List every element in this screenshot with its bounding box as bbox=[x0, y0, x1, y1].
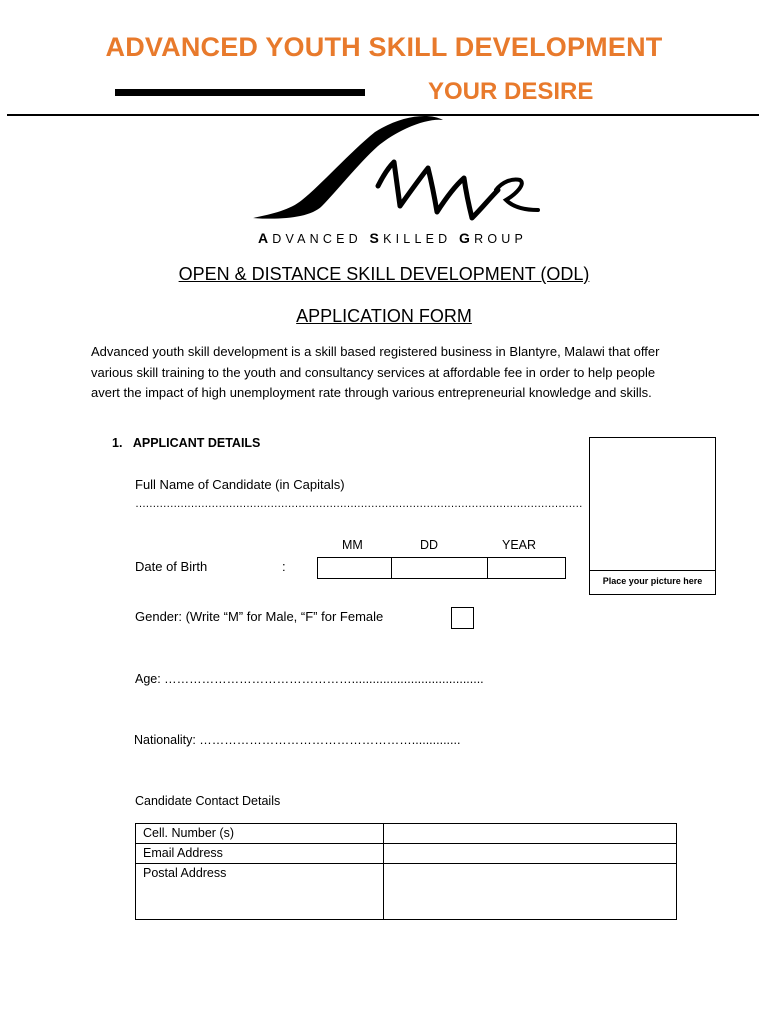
postal-address-label: Postal Address bbox=[136, 864, 384, 920]
dob-dd-field[interactable] bbox=[392, 558, 488, 578]
nationality-field[interactable]: Nationality: …………………………………………….............. bbox=[134, 733, 461, 747]
gender-label: Gender: (Write “M” for Male, “F” for Female bbox=[135, 609, 384, 624]
fullname-label: Full Name of Candidate (in Capitals) bbox=[135, 477, 345, 492]
dob-year-label: YEAR bbox=[502, 538, 537, 552]
dob-mm-label: MM bbox=[342, 538, 363, 552]
odl-heading: OPEN & DISTANCE SKILL DEVELOPMENT (ODL) bbox=[178, 264, 590, 284]
photo-caption: Place your picture here bbox=[602, 576, 703, 586]
dob-colon: : bbox=[282, 559, 286, 574]
table-row bbox=[136, 824, 677, 844]
form-heading: APPLICATION FORM bbox=[296, 306, 472, 326]
cell-number-field[interactable] bbox=[384, 824, 677, 844]
table-row bbox=[136, 864, 677, 920]
photo-area[interactable] bbox=[590, 438, 715, 571]
table-row bbox=[136, 844, 677, 864]
contact-details-title: Candidate Contact Details bbox=[135, 794, 281, 808]
age-field[interactable]: Age: ………………………………………...................................... bbox=[135, 672, 484, 686]
cell-number-label: Cell. Number (s) bbox=[136, 824, 384, 844]
postal-address-field[interactable] bbox=[384, 864, 677, 920]
email-field[interactable] bbox=[384, 844, 677, 864]
brand-logo bbox=[250, 114, 540, 226]
intro-paragraph: Advanced youth skill development is a skill based registered business in Blantyre, Malawi that offer various skill training to the youth and consultancy services at affordable fee in order to help people avert the impact of high unemployment rate through various entrepreneurial knowledge and skills. bbox=[91, 344, 660, 400]
contact-details-table bbox=[135, 823, 677, 920]
tagline: YOUR DESIRE bbox=[428, 78, 594, 105]
dob-year-field[interactable] bbox=[488, 558, 565, 578]
dob-dd-label: DD bbox=[420, 538, 439, 552]
dob-mm-field[interactable] bbox=[318, 558, 392, 578]
photo-box[interactable] bbox=[589, 437, 716, 595]
fullname-field[interactable]: ………………………………………………………………………………………………………………… bbox=[135, 498, 583, 510]
logo-text: ADVANCED SKILLED GROUP bbox=[257, 230, 528, 246]
page-title: ADVANCED YOUTH SKILL DEVELOPMENT bbox=[105, 32, 663, 62]
email-label: Email Address bbox=[136, 844, 384, 864]
dob-input-group bbox=[317, 557, 566, 579]
decorative-bar bbox=[115, 89, 365, 96]
gender-field[interactable] bbox=[451, 607, 474, 629]
section-title-applicant-details: 1. APPLICANT DETAILS bbox=[112, 436, 261, 450]
dob-label: Date of Birth bbox=[135, 559, 208, 574]
